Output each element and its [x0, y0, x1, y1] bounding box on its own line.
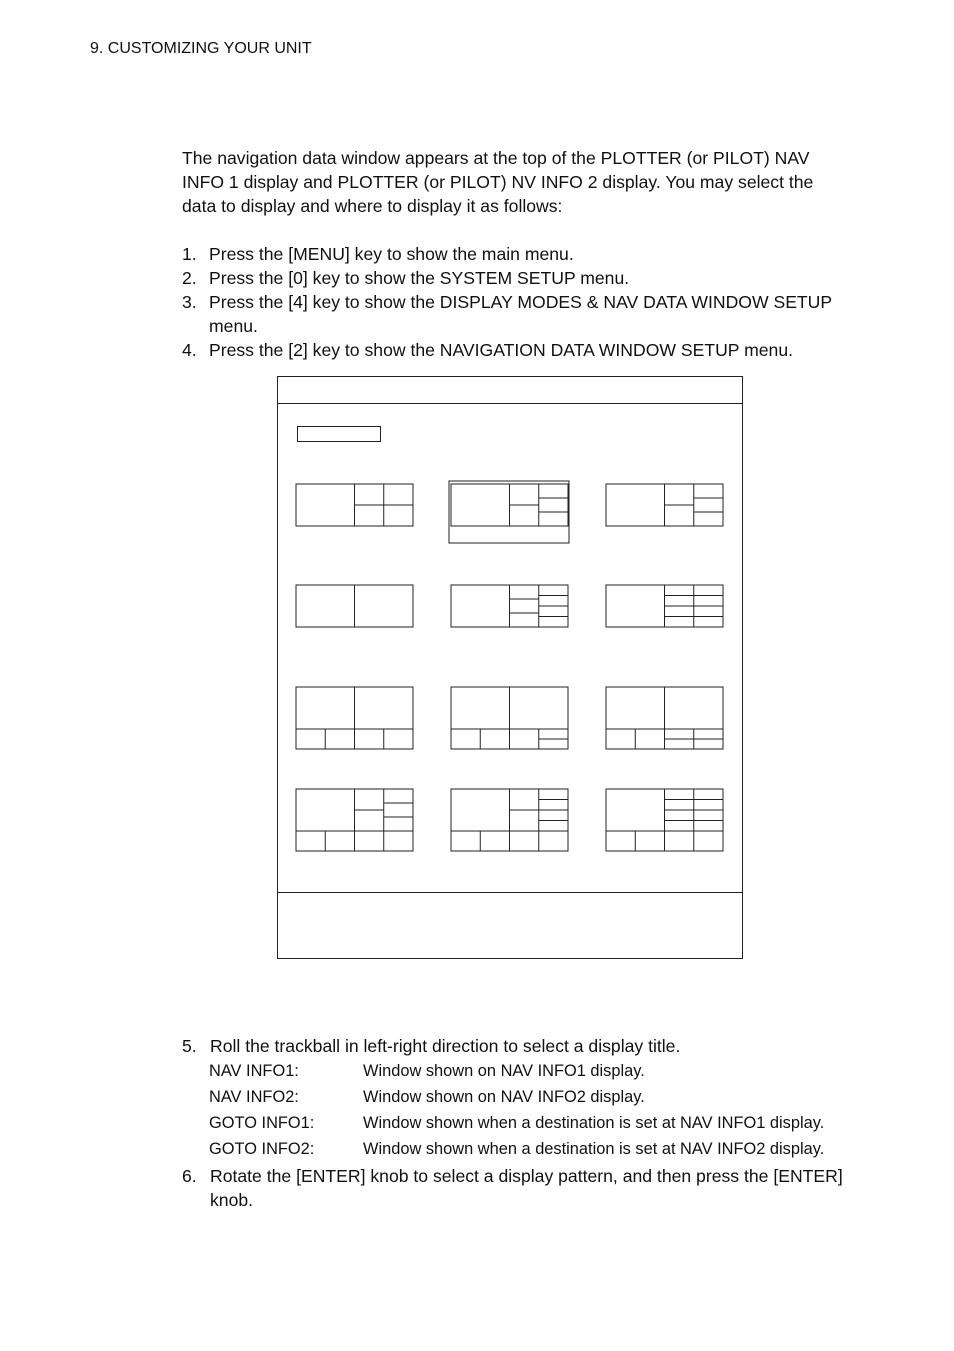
- definition-row: [209, 1086, 847, 1109]
- screen-footer: [278, 892, 742, 958]
- step-text: Press the [4] key to show the DISPLAY MODES & NAV DATA WINDOW SETUP menu.: [209, 292, 832, 336]
- step-text: Press the [MENU] key to show the main menu.: [209, 244, 574, 264]
- step-number: 6.: [182, 1166, 197, 1186]
- step-1: [182, 242, 847, 266]
- pattern-5-thumbnail[interactable]: [451, 585, 568, 627]
- pattern-2-thumbnail[interactable]: [449, 481, 569, 543]
- step-number: 4.: [182, 340, 197, 360]
- pattern-12-thumbnail[interactable]: [606, 789, 723, 851]
- step-text: Press the [2] key to show the NAVIGATION DATA WINDOW SETUP menu.: [209, 340, 794, 360]
- step-4: [182, 338, 847, 362]
- nav-data-window-setup-screen: [277, 376, 743, 959]
- definition-desc: Window shown on NAV INFO2 display.: [363, 1088, 645, 1106]
- pattern-grid: [278, 377, 742, 957]
- step-6: [182, 1164, 847, 1212]
- post-figure-steps: [182, 1034, 847, 1212]
- pattern-11-thumbnail[interactable]: [451, 789, 568, 851]
- step-text: Rotate the [ENTER] knob to select a display pattern, and then press the [ENTER] knob.: [210, 1166, 843, 1210]
- definition-term: GOTO INFO1:: [209, 1114, 315, 1132]
- definition-term: GOTO INFO2:: [209, 1140, 315, 1158]
- step-2: [182, 266, 847, 290]
- definition-row: [209, 1060, 847, 1083]
- step-text: Roll the trackball in left-right direction to select a display title.: [210, 1036, 681, 1056]
- definition-term: NAV INFO1:: [209, 1062, 299, 1080]
- page-header: 9. CUSTOMIZING YOUR UNIT: [90, 40, 312, 57]
- pattern-6-thumbnail[interactable]: [606, 585, 723, 627]
- step-number: 5.: [182, 1036, 197, 1056]
- display-title-definitions: [209, 1060, 847, 1161]
- definition-desc: Window shown on NAV INFO1 display.: [363, 1062, 645, 1080]
- pattern-7-thumbnail[interactable]: [296, 687, 413, 749]
- definition-row: [209, 1112, 847, 1135]
- step-text: Press the [0] key to show the SYSTEM SETUP menu.: [209, 268, 630, 288]
- steps-list: [182, 242, 847, 362]
- pattern-4-thumbnail[interactable]: [296, 585, 413, 627]
- step-3: [182, 290, 847, 338]
- pattern-9-thumbnail[interactable]: [606, 687, 723, 749]
- step-number: 1.: [182, 244, 197, 264]
- step-number: 3.: [182, 292, 197, 312]
- pattern-1-thumbnail[interactable]: [296, 484, 413, 526]
- pattern-3-thumbnail[interactable]: [606, 484, 723, 526]
- pattern-10-thumbnail[interactable]: [296, 789, 413, 851]
- definition-term: NAV INFO2:: [209, 1088, 299, 1106]
- definition-desc: Window shown when a destination is set at NAV INFO1 display.: [363, 1114, 825, 1132]
- intro-paragraph: The navigation data window appears at the top of the PLOTTER (or PILOT) NAV INFO 1 display and PLOTTER (or PILOT) NV INFO 2 display. You may select the data to display and where to display it as follows:: [182, 148, 814, 216]
- pattern-8-thumbnail[interactable]: [451, 687, 568, 749]
- definition-row: [209, 1138, 847, 1161]
- step-5: [182, 1034, 847, 1058]
- step-number: 2.: [182, 268, 197, 288]
- definition-desc: Window shown when a destination is set at NAV INFO2 display.: [363, 1140, 825, 1158]
